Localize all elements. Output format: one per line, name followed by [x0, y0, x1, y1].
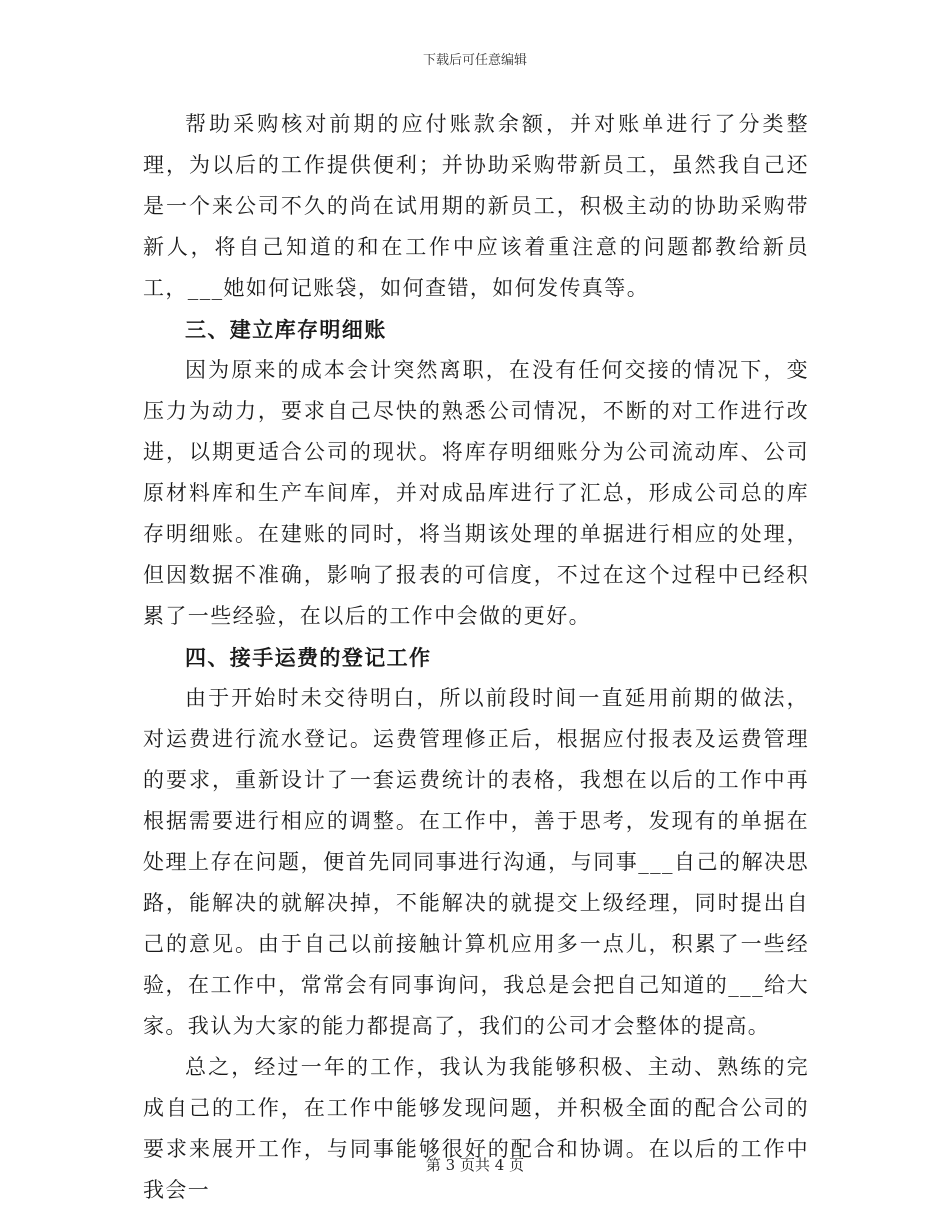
paragraph-summary: 总之，经过一年的工作，我认为我能够积极、主动、熟练的完成自己的工作，在工作中能够发现问题，并积极全面的配合公司的要求来展开工作，与同事能够很好的配合和协调。在以后的工作中我会一 — [143, 1055, 809, 1202]
document-body — [143, 104, 809, 1211]
section-heading-freight-registration: 四、接手运费的登记工作 — [185, 645, 432, 670]
paragraph-freight-registration: 由于开始时未交待明白，所以前段时间一直延用前期的做法，对运费进行流水登记。运费管理修正后，根据应付报表及运费管理的要求，重新设计了一套运费统计的表格，我想在以后的工作中再根据需要进行相应的调整。在工作中，善于思考，发现有的单据在处理上存在问题，便首先同同事进行沟通，与同事___自己的解决思路，能解决的就解决掉，不能解决的就提交上级经理，同时提出自己的意见。由于自己以前接触计算机应用多一点儿，积累了一些经验，在工作中，常常会有同事询问，我总是会把自己知道的___给大家。我认为大家的能力都提高了，我们的公司才会整体的提高。 — [143, 686, 809, 1038]
page-number-footer: 第 3 页共 4 页 — [425, 1156, 525, 1174]
page-header: 下载后可任意编辑 — [422, 53, 527, 68]
paragraph-purchasing-support: 帮助采购核对前期的应付账款余额，并对账单进行了分类整理，为以后的工作提供便利；并协助采购带新员工，虽然我自己还是一个来公司不久的尚在试用期的新员工，积极主动的协助采购带新人，将自己知道的和在工作中应该着重注意的问题都教给新员工，___她如何记账袋，如何查错，如何发传真等。 — [143, 112, 809, 300]
section-heading-inventory-ledger: 三、建立库存明细账 — [185, 317, 387, 342]
paragraph-inventory-ledger: 因为原来的成本会计突然离职，在没有任何交接的情况下，变压力为动力，要求自己尽快的熟悉公司情况，不断的对工作进行改进，以期更适合公司的现状。将库存明细账分为公司流动库、公司原材料库和生产车间库，并对成品库进行了汇总，形成公司总的库存明细账。在建账的同时，将当期该处理的单据进行相应的处理，但因数据不准确，影响了报表的可信度，不过在这个过程中已经积累了一些经验，在以后的工作中会做的更好。 — [143, 358, 809, 628]
